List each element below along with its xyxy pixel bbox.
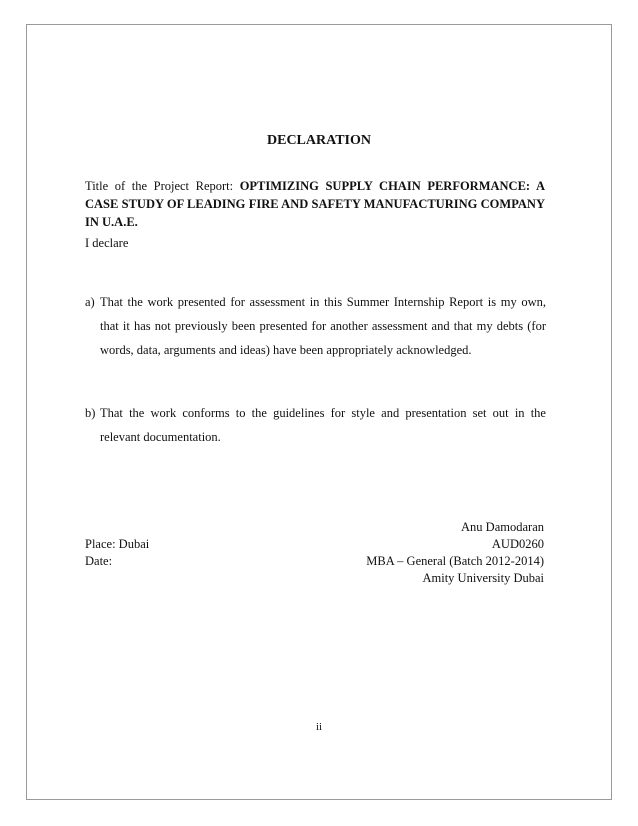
project-title-label: Title of the Project Report:: [85, 179, 234, 193]
author-program: MBA – General (Batch 2012-2014): [366, 554, 544, 568]
item-marker: b): [85, 406, 96, 420]
author-name: Anu Damodaran: [461, 520, 544, 534]
place-date-block: [85, 536, 149, 570]
item-marker: a): [85, 295, 95, 309]
declaration-item-b: [85, 401, 546, 449]
page-heading: DECLARATION: [267, 133, 371, 148]
author-id: AUD0260: [491, 537, 544, 551]
item-text: That the work conforms to the guidelines for style and presentation set out in the relevant documentation.: [100, 406, 546, 444]
declaration-item-a: [85, 290, 546, 362]
author-university: Amity University Dubai: [422, 571, 544, 585]
project-title: [85, 177, 545, 231]
declare-intro: I declare: [85, 236, 129, 250]
page-number: ii: [315, 721, 323, 733]
signature-block: [366, 519, 544, 587]
item-text: That the work presented for assessment in this Summer Internship Report is my own, that it has not previously been presented for another assessment and that my debts (for words, data, arguments and ideas) have been appropriately acknowledged.: [100, 295, 546, 357]
place-text: Place: Dubai: [85, 537, 150, 551]
project-title-text: OPTIMIZING SUPPLY CHAIN PERFORMANCE: A CASE STUDY OF LEADING FIRE AND SAFETY MANUFACTURING COMPANY IN U.A.E.: [85, 179, 546, 229]
date-text: Date:: [85, 554, 113, 568]
